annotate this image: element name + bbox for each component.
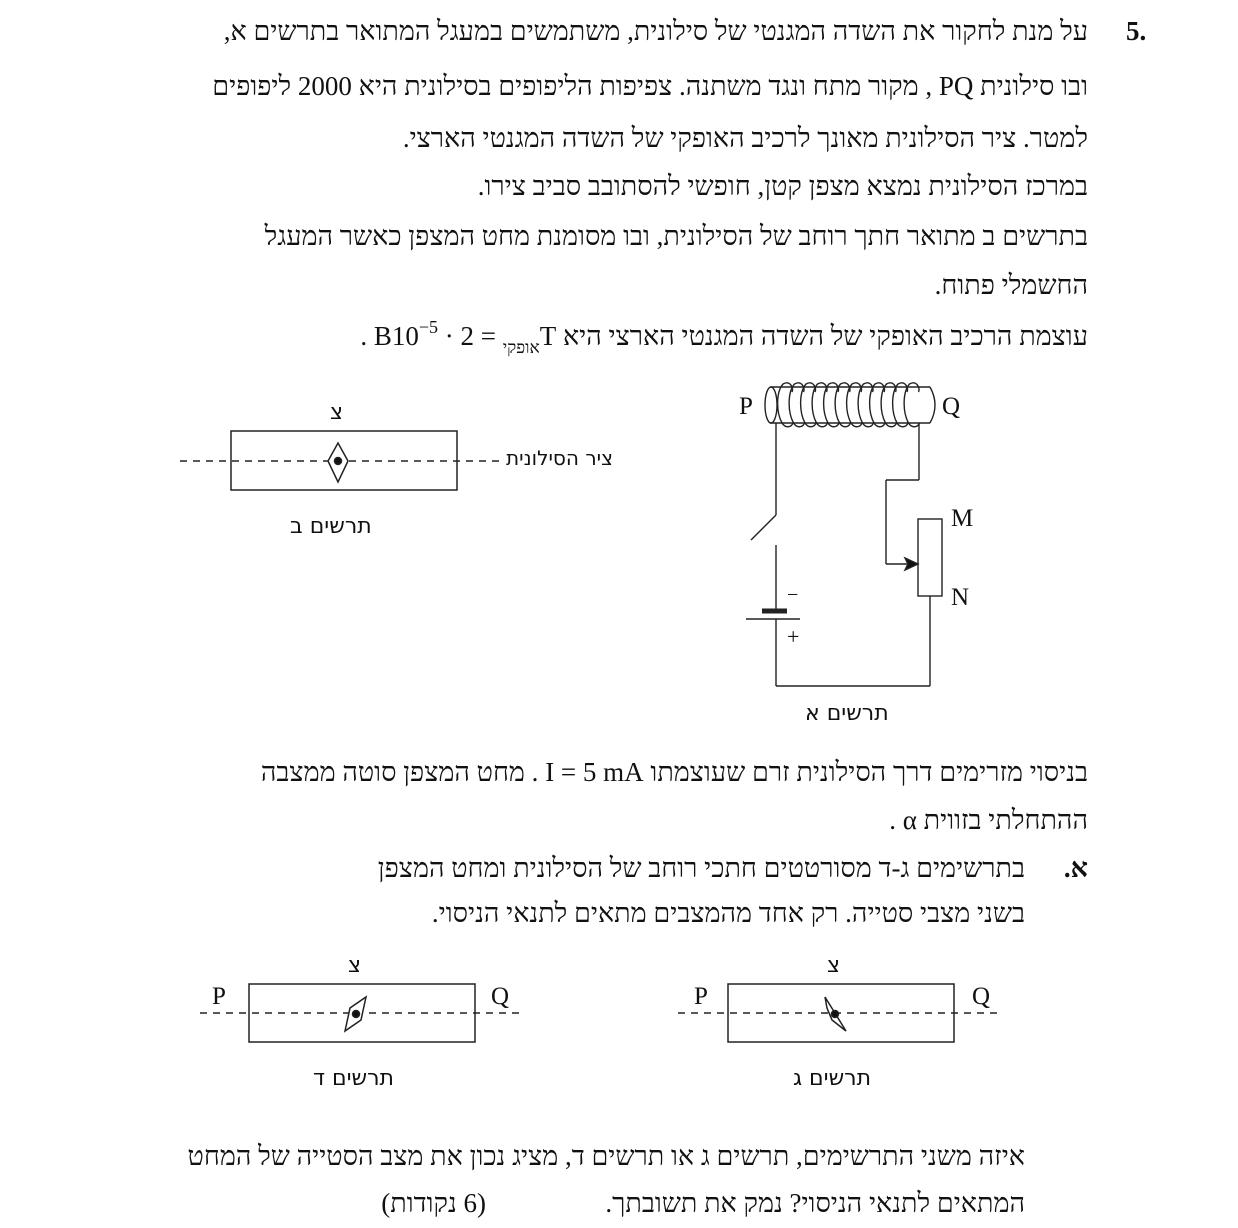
part-a-question-line-2: המתאים לתנאי הניסוי? נמק את תשובתך. — [605, 1188, 1025, 1218]
switch-icon[interactable] — [751, 515, 776, 540]
intro-line-6: החשמלי פתוח. — [934, 270, 1088, 300]
fig-a-label-n: N — [951, 584, 970, 611]
figure-c — [678, 984, 1000, 1042]
part-a-line-1: בתרשימים ג-ד מסורטטים חתכי רוחב של הסילונית ומחט המצפן — [377, 853, 1025, 883]
fig-d-north-label: צ — [348, 953, 362, 978]
fig-b-north-label: צ — [330, 400, 344, 425]
compass-pivot-d — [353, 1011, 360, 1018]
part-a-letter: א. — [1063, 853, 1088, 883]
field-unit: T — [539, 321, 557, 351]
fig-b-caption: תרשים ב — [290, 514, 372, 539]
fig-c-north-label: צ — [827, 953, 841, 978]
fig-c-label-q: Q — [972, 983, 991, 1010]
intro-line-4: במרכז הסילונית נמצא מצפן קטן, חופשי להסתובב סביב צירו. — [477, 171, 1088, 201]
figure-a-circuit — [746, 383, 942, 686]
field-exponent: −5 — [418, 317, 438, 337]
fig-a-label-p: P — [739, 393, 753, 420]
fig-a-caption: תרשים א — [805, 701, 889, 726]
part-a-question-line-1: איזה משני התרשימים, תרשים ג או תרשים ד, מציג נכון את מצב הסטייה של המחט — [187, 1141, 1025, 1171]
battery-minus-label: − — [787, 584, 799, 606]
compass-pivot-c — [832, 1011, 839, 1018]
rheostat-resistor — [918, 519, 942, 596]
fig-a-label-m: M — [951, 505, 974, 532]
experiment-line-2: ההתחלתי בזווית α . — [889, 805, 1088, 835]
part-a-line-2: בשני מצבי סטייה. רק אחד מהמצבים מתאים לתנאי הניסוי. — [431, 898, 1025, 928]
part-a-points: (6 נקודות) — [381, 1188, 486, 1218]
experiment-line-1: בניסוי מזרימים דרך הסילונית זרם שעוצמתו I = 5 mA . מחט המצפן סוטה ממצבה — [260, 757, 1088, 787]
fig-c-caption: תרשים ג — [793, 1066, 872, 1091]
fig-b-axis-label: ציר הסילונית — [506, 446, 613, 470]
intro-line-2: ובו סילונית PQ , מקור מתח ונגד משתנה. צפיפות הליפופים בסילונית היא 2000 ליפופים — [212, 71, 1088, 101]
field-line-end: . — [360, 321, 374, 351]
solenoid-coil-turn — [904, 383, 919, 427]
field-symbol: B — [373, 321, 392, 351]
battery-plus-label: + — [787, 624, 800, 649]
field-equals: = 2 · 10 — [391, 321, 503, 351]
fig-a-label-q: Q — [942, 393, 961, 420]
compass-pivot-b — [335, 458, 342, 465]
solenoid — [765, 383, 935, 427]
intro-line-1: על מנת לחקור את השדה המגנטי של סילונית, משתמשים במעגל המתואר בתרשים א, — [223, 16, 1088, 46]
figure-b — [180, 431, 500, 490]
fig-d-caption: תרשים ד — [313, 1066, 394, 1091]
field-line-prefix: עוצמת הרכיב האופקי של השדה המגנטי הארצי היא — [556, 321, 1088, 351]
intro-line-3: למטר. ציר הסילונית מאונך לרכיב האופקי של השדה המגנטי הארצי. — [402, 123, 1088, 153]
fig-d-label-q: Q — [491, 983, 510, 1010]
intro-line-5: בתרשים ב מתואר חתך רוחב של הסילונית, ובו מסומנת מחט המצפן כאשר המעגל — [264, 221, 1088, 251]
fig-c-label-p: P — [694, 983, 708, 1010]
fig-d-label-p: P — [212, 983, 226, 1010]
question-number: 5. — [1126, 16, 1147, 46]
figure-d — [200, 984, 520, 1042]
field-subscript: אופקי — [502, 338, 540, 357]
